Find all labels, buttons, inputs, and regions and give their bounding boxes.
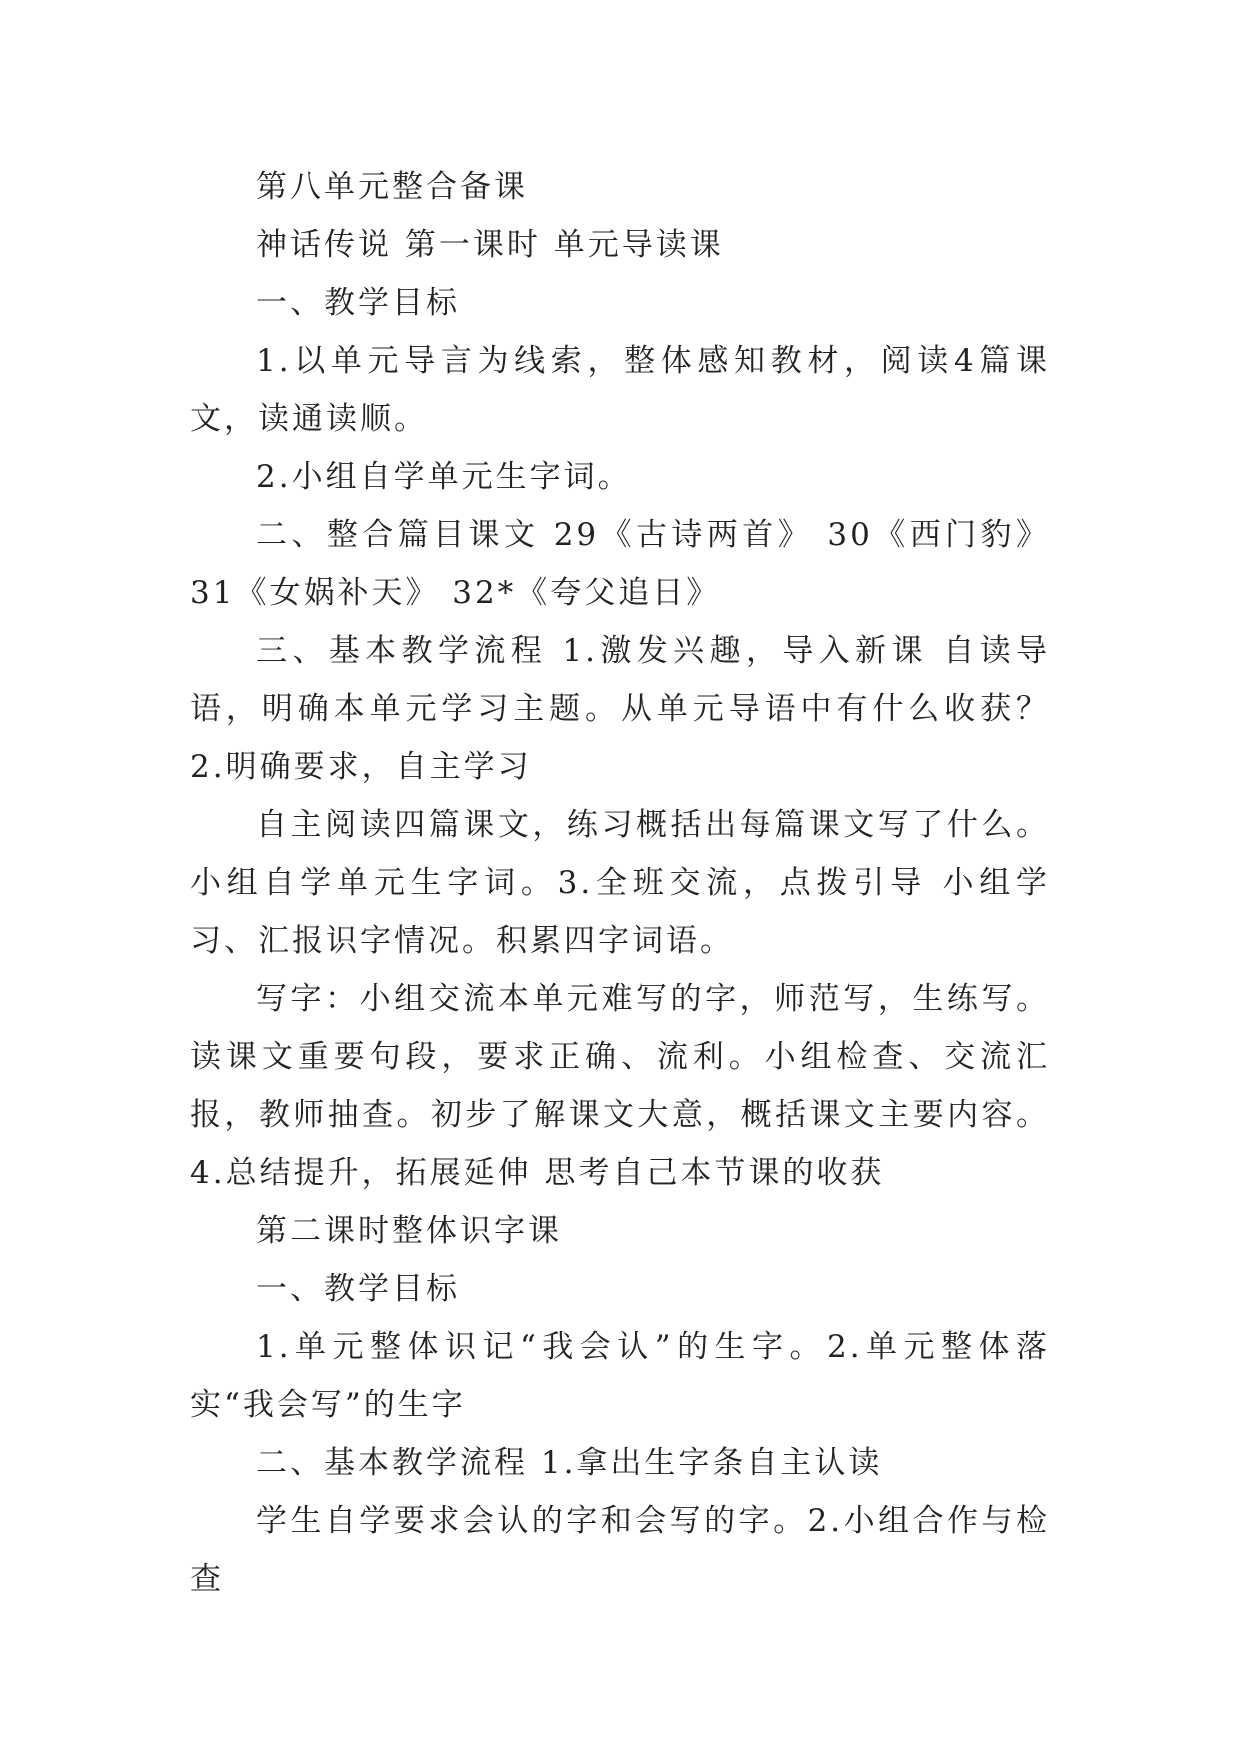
integrated-texts-paragraph: 二、整合篇目课文 29《古诗两首》 30《西门豹》 31《女娲补天》 32*《夸父追日》 bbox=[190, 517, 1050, 611]
writing-paragraph: 写字：小组交流本单元难写的字，师范写，生练写。读课文重要句段，要求正确、流利。小组检查、交流汇报，教师抽查。初步了解课文大意，概括课文主要内容。4.总结提升，拓展延伸 思考自己本节课的收获 bbox=[190, 981, 1050, 1191]
section-heading-goals-2: 一、教学目标 bbox=[256, 1271, 460, 1307]
section-heading-goals: 一、教学目标 bbox=[256, 285, 460, 321]
unit-title: 第八单元整合备课 bbox=[256, 169, 528, 205]
goal-item-2: 2.小组自学单元生字词。 bbox=[256, 459, 632, 495]
lesson-two-goals: 1.单元整体识记“我会认”的生字。2.单元整体落实“我会写”的生字 bbox=[190, 1329, 1050, 1423]
lesson-two-process-heading: 二、基本教学流程 1.拿出生字条自主认读 bbox=[256, 1445, 883, 1481]
lesson-two-heading: 第二课时整体识字课 bbox=[256, 1213, 562, 1249]
goal-item-1: 1.以单元导言为线索，整体感知教材，阅读4篇课文，读通读顺。 bbox=[190, 343, 1050, 437]
teaching-process-paragraph: 三、基本教学流程 1.激发兴趣，导入新课 自读导语，明确本单元学习主题。从单元导语中有什么收获？ 2.明确要求，自主学习 bbox=[190, 633, 1050, 785]
lesson-one-heading: 神话传说 第一课时 单元导读课 bbox=[256, 227, 724, 263]
document-body bbox=[190, 158, 1050, 1608]
lesson-two-self-study: 学生自学要求会认的字和会写的字。2.小组合作与检查 bbox=[190, 1503, 1050, 1597]
self-reading-paragraph: 自主阅读四篇课文，练习概括出每篇课文写了什么。小组自学单元生字词。3.全班交流，点拨引导 小组学习、汇报识字情况。积累四字词语。 bbox=[190, 807, 1050, 959]
